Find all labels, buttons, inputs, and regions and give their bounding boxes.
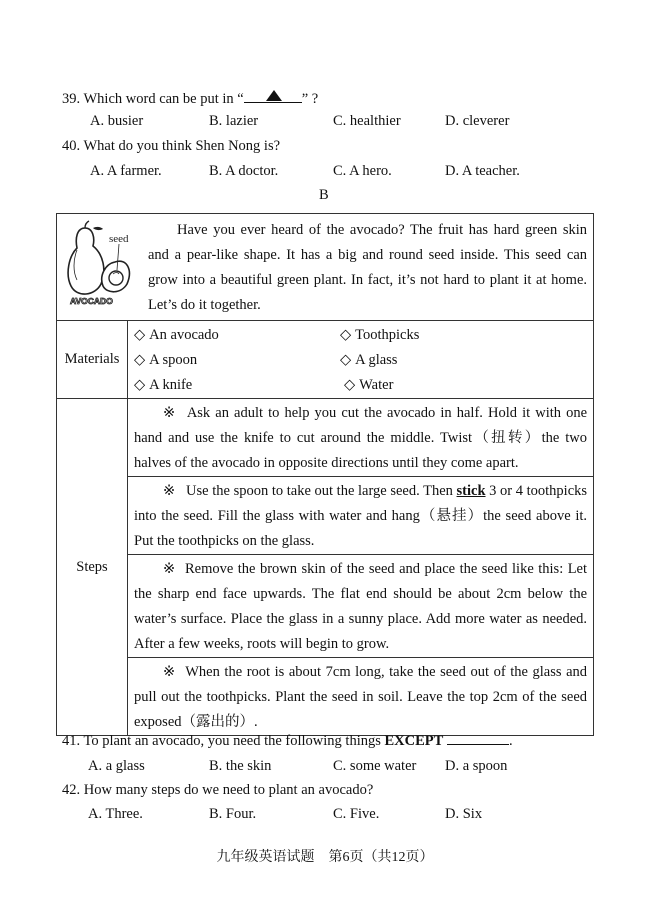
material-item: ◇ Toothpicks	[340, 327, 420, 343]
question-39-text-after: ” ?	[301, 91, 319, 107]
q39-option-b[interactable]: B. lazier	[209, 113, 259, 129]
step-2: ※ Use the spoon to take out the large seed. Then stick 3 or 4 toothpicks into the seed. Fill the glass with water and hang（悬挂）the seed above it. Put the toothpicks on the glass.	[134, 483, 588, 549]
materials-cell	[128, 321, 594, 399]
step-4-cell	[128, 658, 594, 736]
diamond-icon: ◇	[134, 352, 146, 368]
q42-option-c[interactable]: C. Five.	[333, 806, 380, 822]
q40-option-c[interactable]: C. A hero.	[333, 163, 392, 179]
triangle-icon	[266, 90, 282, 101]
diamond-icon: ◇	[344, 377, 356, 393]
material-item: ◇ A knife	[134, 377, 193, 393]
material-item: ◇ A spoon	[134, 352, 198, 368]
question-39-text-before: 39. Which word can be put in “	[62, 91, 244, 107]
step-4: ※ When the root is about 7cm long, take the seed out of the glass and pull out the toothpicks. Plant the seed in soil. Leave the top 2cm of the seed exposed（露出的）.	[134, 664, 588, 730]
step-1: ※ Ask an adult to help you cut the avocado in half. Hold it with one hand and use the knife to cut around the middle. Twist（扭转）the two halves of the avocado in opposite directions until they come apart.	[134, 405, 588, 471]
reference-mark-icon: ※	[163, 664, 177, 680]
diamond-icon: ◇	[134, 377, 146, 393]
q41-option-c[interactable]: C. some water	[333, 758, 417, 774]
diamond-icon: ◇	[340, 327, 352, 343]
q41-option-a[interactable]: A. a glass	[88, 758, 145, 774]
section-label: B	[319, 187, 329, 203]
step-1-cell	[128, 399, 594, 477]
seed-label: seed	[109, 233, 129, 245]
materials-list	[128, 321, 593, 398]
q41-option-d[interactable]: D. a spoon	[445, 758, 508, 774]
reference-mark-icon: ※	[163, 561, 177, 577]
steps-label: Steps	[57, 399, 128, 736]
except-keyword: EXCEPT	[384, 733, 444, 749]
q42-option-a[interactable]: A. Three.	[88, 806, 143, 822]
question-41: 41. To plant an avocado, you need the following things EXCEPT .	[62, 733, 513, 749]
question-40: 40. What do you think Shen Nong is?	[62, 138, 281, 154]
question-39	[62, 88, 318, 108]
answer-blank	[244, 88, 302, 103]
materials-label: Materials	[57, 321, 128, 399]
reference-mark-icon: ※	[163, 405, 177, 421]
q42-option-b[interactable]: B. Four.	[209, 806, 257, 822]
q40-option-b[interactable]: B. A doctor.	[209, 163, 279, 179]
intro-cell	[57, 214, 594, 321]
passage-table	[56, 213, 594, 736]
avocado-icon	[63, 220, 143, 306]
material-item: ◇ An avocado	[134, 327, 219, 343]
q42-option-d[interactable]: D. Six	[445, 806, 483, 822]
material-item: ◇ A glass	[340, 352, 398, 368]
avocado-illustration	[63, 220, 143, 311]
step-3: ※ Remove the brown skin of the seed and place the seed like this: Let the sharp end face upwards. The flat end should be about 2cm below the water’s surface. Place the glass in a sunny place. Add more water as needed. After a few weeks, roots will begin to grow.	[134, 561, 588, 652]
q40-option-a[interactable]: A. A farmer.	[90, 163, 162, 179]
diamond-icon: ◇	[340, 352, 352, 368]
page-footer: 九年级英语试题 第6页（共12页）	[216, 850, 434, 865]
material-item: ◇ Water	[344, 377, 394, 393]
q39-option-d[interactable]: D. cleverer	[445, 113, 510, 129]
intro-paragraph: Have you ever heard of the avocado? The fruit has hard green skin and a pear-like shape. It has a big and round seed inside. This seed can grow into a beautiful green plant. In fact, it’s not hard to plant it at home. Let’s do it together.	[148, 222, 588, 313]
q41-option-b[interactable]: B. the skin	[209, 758, 272, 774]
step-3-cell	[128, 555, 594, 658]
stick-keyword: stick	[456, 483, 486, 499]
answer-blank	[447, 732, 509, 745]
step-2-cell	[128, 477, 594, 555]
reference-mark-icon: ※	[163, 483, 176, 499]
avocado-logo-text: AVOCADO	[70, 296, 113, 306]
q40-option-d[interactable]: D. A teacher.	[445, 163, 520, 179]
q39-option-c[interactable]: C. healthier	[333, 113, 401, 129]
q39-option-a[interactable]: A. busier	[90, 113, 144, 129]
question-42: 42. How many steps do we need to plant an avocado?	[62, 782, 374, 798]
diamond-icon: ◇	[134, 327, 146, 343]
